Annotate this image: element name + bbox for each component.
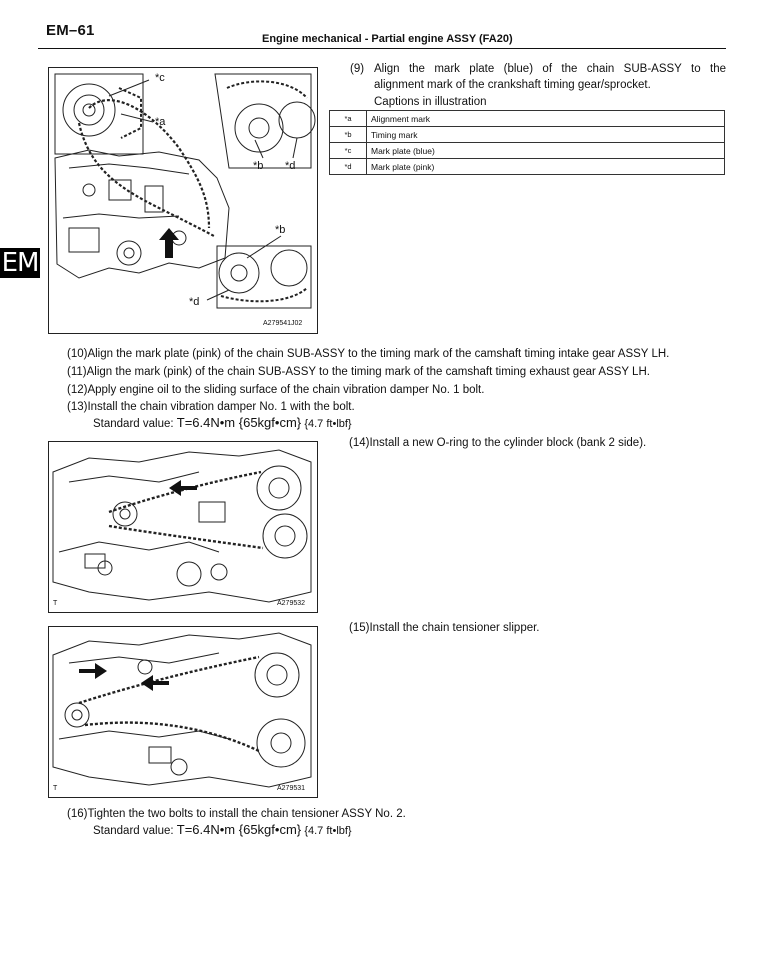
- figure-corner-mark: T: [53, 785, 58, 792]
- step-text: Apply engine oil to the sliding surface of the chain vibration damper No. 1 bolt.: [87, 384, 485, 396]
- step-number: (11): [67, 366, 87, 378]
- step-number: (12): [67, 384, 88, 396]
- standard-label: Standard value:: [93, 418, 174, 430]
- figure-code: A279531: [277, 785, 306, 792]
- caption-label: Timing mark: [367, 127, 725, 143]
- standard-torque-imperial: {4.7 ft•lbf}: [304, 418, 352, 430]
- step-number: (14): [349, 437, 370, 449]
- figure-code: A279532: [277, 600, 306, 607]
- step-number: (10): [67, 348, 88, 360]
- figure-chain-tensioner-slipper: [48, 626, 318, 798]
- figure-o-ring: [48, 441, 318, 613]
- callout-a: *a: [155, 116, 166, 128]
- engine-illustration-1: [49, 68, 317, 333]
- figure-timing-chain-alignment: [48, 67, 318, 334]
- standard-torque: T=6.4N•m {65kgf•cm}: [176, 415, 302, 430]
- figure-code: A279541J02: [263, 320, 303, 327]
- step-10: [67, 346, 669, 362]
- step-text: Install a new O-ring to the cylinder block (bank 2 side).: [369, 437, 647, 449]
- captions-heading: Captions in illustration: [374, 96, 487, 108]
- step-15: [349, 620, 540, 636]
- step-number: (16): [67, 808, 88, 820]
- callout-b-bottom: *b: [275, 224, 286, 236]
- step-11: [67, 364, 650, 380]
- callout-c: *c: [155, 72, 165, 84]
- table-row: [330, 111, 725, 127]
- callout-d-top: *d: [285, 160, 296, 172]
- standard-torque-imperial: {4.7 ft•lbf}: [304, 825, 352, 837]
- step-9-text-line2: alignment mark of the crankshaft timing gear/sprocket.: [374, 79, 651, 91]
- step-number: (13): [67, 401, 88, 413]
- caption-key: *b: [330, 127, 367, 143]
- callout-b-top: *b: [253, 160, 264, 172]
- step-9-text-line1: Align the mark plate (blue) of the chain SUB-ASSY to the: [374, 63, 726, 75]
- callout-d-bottom: *d: [189, 296, 200, 308]
- table-row: [330, 159, 725, 175]
- step-12: [67, 382, 484, 398]
- caption-key: *a: [330, 111, 367, 127]
- standard-torque: T=6.4N•m {65kgf•cm}: [176, 822, 302, 837]
- standard-label: Standard value:: [93, 825, 174, 837]
- table-row: [330, 143, 725, 159]
- figure-corner-mark: T: [53, 600, 58, 607]
- step-text: Align the mark plate (pink) of the chain SUB-ASSY to the timing mark of the camshaft timing intake gear ASSY LH.: [87, 348, 670, 360]
- step-9: [350, 61, 364, 77]
- page-id: EM–61: [46, 22, 95, 39]
- step-text: Tighten the two bolts to install the chain tensioner ASSY No. 2.: [87, 808, 406, 820]
- step-text: Install the chain tensioner slipper.: [369, 622, 540, 634]
- captions-table: [329, 110, 725, 175]
- caption-label: Mark plate (pink): [367, 159, 725, 175]
- standard-value-1: [93, 415, 352, 430]
- table-row: [330, 127, 725, 143]
- section-title: Engine mechanical - Partial engine ASSY (FA20): [262, 33, 513, 45]
- step-text: Install the chain vibration damper No. 1 with the bolt.: [87, 401, 355, 413]
- header-rule: [38, 48, 726, 49]
- step-number: (15): [349, 622, 370, 634]
- step-text: Align the mark (pink) of the chain SUB-ASSY to the timing mark of the camshaft timing exhaust gear ASSY LH.: [86, 366, 650, 378]
- caption-label: Alignment mark: [367, 111, 725, 127]
- caption-label: Mark plate (blue): [367, 143, 725, 159]
- engine-illustration-3: [49, 627, 317, 797]
- em-side-tab: EM: [1, 248, 39, 278]
- caption-key: *d: [330, 159, 367, 175]
- step-14: [349, 435, 646, 451]
- engine-illustration-2: [49, 442, 317, 612]
- step-number: (9): [350, 63, 365, 75]
- caption-key: *c: [330, 143, 367, 159]
- standard-value-2: [93, 822, 352, 837]
- step-13: [67, 399, 355, 415]
- step-16: [67, 806, 406, 822]
